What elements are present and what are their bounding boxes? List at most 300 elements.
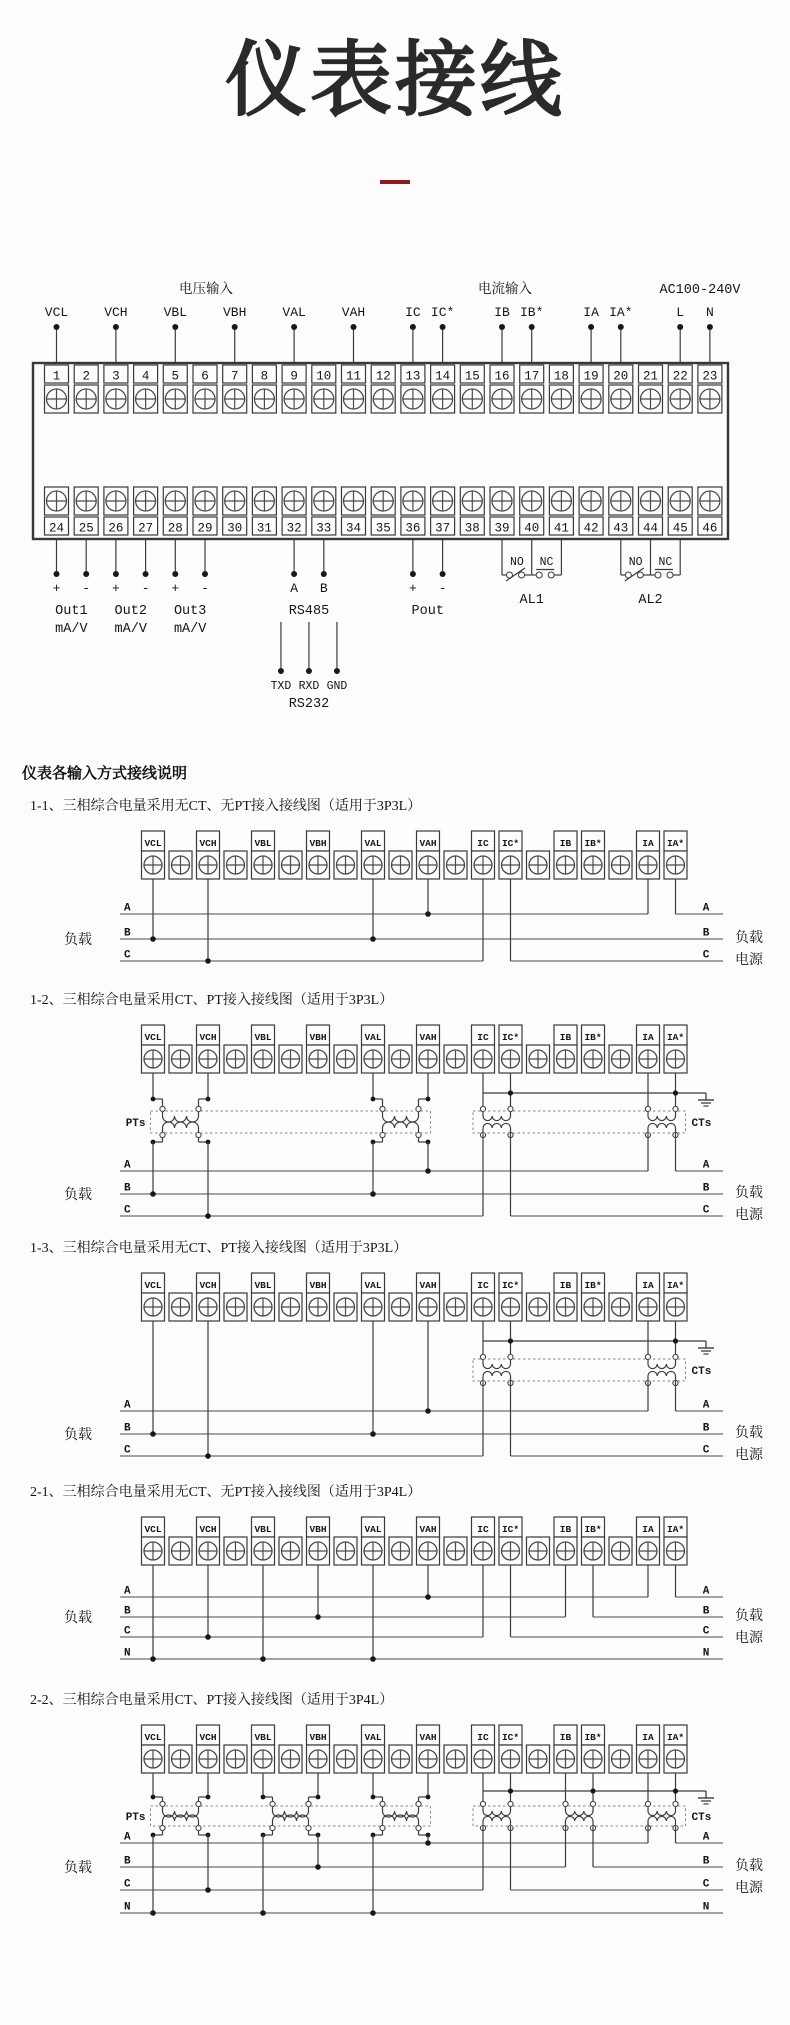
strip-terminal-label: VCH	[199, 1280, 217, 1292]
polarity-sign: -	[141, 581, 150, 597]
strip-terminal-label: VAH	[419, 1732, 437, 1744]
cts-label: CTs	[691, 1366, 712, 1379]
pout-label: Pout	[411, 604, 444, 620]
terminal-number: 28	[167, 521, 183, 536]
terminal-name-label: N	[705, 305, 714, 321]
coil-winding	[383, 1116, 419, 1122]
terminal-number: 17	[524, 369, 540, 384]
junction-dot	[54, 324, 60, 330]
strip-terminal-label: IB	[559, 838, 572, 850]
junction-dot	[205, 1887, 211, 1893]
junction-dot	[150, 1910, 156, 1916]
bus-label-left: C	[124, 1878, 131, 1891]
cts-label: CTs	[691, 1118, 712, 1131]
terminal-number: 34	[345, 521, 362, 536]
terminal-name-label: IA	[583, 305, 599, 321]
junction-dot	[54, 571, 60, 577]
strip-terminal-label: IA	[642, 1280, 654, 1292]
strip-terminal-label: IB*	[584, 1732, 602, 1744]
strip-terminal-label: IA	[642, 1524, 654, 1536]
wiring-diagram-1-2	[0, 1013, 790, 1225]
junction-dot	[113, 324, 119, 330]
junction-dot	[508, 1090, 513, 1095]
cts-label: CTs	[691, 1812, 712, 1825]
bus-label-right: B	[702, 1422, 710, 1435]
junction-dot	[707, 324, 713, 330]
terminal-name-label: VBL	[163, 305, 188, 321]
output-name: Out2	[114, 604, 147, 620]
bus-label-left: N	[124, 1901, 131, 1914]
strip-terminal-label: IA	[642, 1032, 654, 1044]
strip-terminal-label: IA	[642, 838, 654, 850]
junction-dot	[425, 1168, 431, 1174]
terminal-number: 13	[405, 369, 421, 384]
junction-dot	[172, 571, 178, 577]
source-label-right: 电源	[735, 1206, 763, 1223]
terminal-number: 33	[316, 521, 332, 536]
terminal-number: 2	[82, 369, 90, 384]
ct-group-box	[473, 1359, 686, 1381]
ct-group-box	[473, 1111, 686, 1133]
junction-dot	[371, 1097, 376, 1102]
coil-winding	[648, 1372, 676, 1377]
terminal-number: 31	[256, 521, 272, 536]
bus-label-right: A	[702, 1399, 710, 1412]
strip-terminal-label: VBL	[254, 1032, 272, 1044]
terminal-number: 16	[494, 369, 510, 384]
bus-label-left: N	[124, 1647, 131, 1660]
junction-dot	[370, 1656, 376, 1662]
strip-terminal-label: IC	[477, 1524, 489, 1536]
diagram-title-1-1: 1-1、三相综合电量采用无CT、无PT接入接线图（适用于3P3L）	[30, 799, 422, 815]
strip-terminal-label: IA	[642, 1732, 654, 1744]
output-name: Out3	[173, 604, 207, 620]
junction-dot	[673, 1338, 678, 1343]
strip-terminal-label: VBH	[309, 1732, 327, 1744]
junction-dot	[151, 1097, 156, 1102]
strip-terminal-label: VBH	[309, 1524, 327, 1536]
strip-terminal-label: VAL	[364, 1032, 382, 1044]
strip-terminal-label: VBL	[254, 1732, 272, 1744]
junction-dot	[677, 324, 683, 330]
junction-dot	[426, 1097, 431, 1102]
coil-winding	[566, 1817, 594, 1822]
transformer-terminal	[667, 572, 673, 578]
terminal-number: 39	[494, 521, 510, 536]
terminal-name-label: L	[676, 305, 685, 321]
terminal-number: 22	[672, 369, 688, 384]
junction-dot	[315, 1614, 321, 1620]
coil-winding	[163, 1811, 199, 1817]
strip-terminal-label: VAH	[419, 1280, 437, 1292]
strip-terminal-label: IB	[559, 1732, 572, 1744]
terminal-number: 46	[702, 521, 718, 536]
junction-dot	[206, 1097, 211, 1102]
coil-winding	[483, 1817, 511, 1822]
junction-dot	[590, 1788, 595, 1793]
bus-label-right: A	[702, 1159, 710, 1172]
title-underline-dash	[380, 180, 410, 184]
terminal-name-label: IB*	[519, 305, 544, 321]
polarity-sign: +	[408, 581, 417, 597]
page-header	[0, 35, 790, 184]
strip-terminal-label: VBL	[254, 838, 272, 850]
wiring-diagram-2-1	[0, 1505, 790, 1677]
strip-terminal-label: VAL	[364, 1280, 382, 1292]
coil-winding	[383, 1815, 419, 1821]
load-label: 负载	[64, 1186, 92, 1203]
junction-dot	[232, 324, 238, 330]
bus-label-right: N	[702, 1647, 710, 1660]
junction-dot	[508, 1338, 513, 1343]
alarm-name: AL2	[638, 593, 663, 609]
strip-terminal-label: VAH	[419, 838, 437, 850]
bus-label-right: B	[702, 927, 710, 940]
strip-terminal-label: IA*	[666, 1732, 685, 1744]
diagram-title-1-2: 1-2、三相综合电量采用CT、PT接入接线图（适用于3P3L）	[30, 993, 394, 1009]
coil-winding	[483, 1364, 511, 1369]
terminal-number: 41	[553, 521, 569, 536]
bus-label-right: A	[702, 1831, 710, 1844]
terminal-name-label: IC	[405, 305, 421, 321]
terminal-number: 14	[435, 369, 451, 384]
terminal-number: 43	[613, 521, 629, 536]
junction-dot	[588, 324, 594, 330]
rs485-pin: A	[290, 581, 299, 597]
current-input-label: 电流输入	[478, 281, 532, 297]
bus-label-left: A	[124, 1831, 131, 1844]
bus-label-left: B	[124, 1182, 131, 1195]
strip-terminal-label: IC	[477, 1280, 489, 1292]
junction-dot	[150, 936, 156, 942]
transformer-terminal	[519, 572, 525, 578]
terminal-number: 11	[345, 369, 362, 384]
rs232-pin: GND	[326, 680, 348, 694]
source-label-right: 电源	[735, 1446, 763, 1463]
strip-terminal-label: VCL	[144, 1732, 162, 1744]
junction-dot	[291, 324, 297, 330]
junction-dot	[205, 1453, 211, 1459]
terminal-number: 37	[435, 521, 451, 536]
junction-dot	[673, 1090, 678, 1095]
terminal-number: 27	[138, 521, 154, 536]
transformer-terminal	[548, 572, 554, 578]
junction-dot	[260, 1910, 266, 1916]
strip-terminal-label: IB	[559, 1280, 572, 1292]
strip-terminal-label: VBL	[254, 1524, 272, 1536]
junction-dot	[370, 1431, 376, 1437]
coil-winding	[273, 1811, 309, 1817]
rs485-label: RS485	[288, 604, 330, 620]
source-label-right: 电源	[735, 951, 763, 968]
strip-terminal-label: IB	[559, 1032, 572, 1044]
strip-terminal-label: IC*	[501, 838, 520, 850]
bus-label-right: B	[702, 1605, 710, 1618]
terminal-number: 12	[375, 369, 391, 384]
strip-terminal-label: VCH	[199, 1732, 217, 1744]
main-terminal-block-diagram	[0, 270, 790, 730]
strip-terminal-label: VAL	[364, 838, 382, 850]
strip-terminal-label: VCH	[199, 838, 217, 850]
bus-label-left: A	[124, 902, 131, 915]
strip-terminal-label: IB*	[584, 838, 602, 850]
coil-winding	[648, 1817, 676, 1822]
terminal-name-label: IC*	[430, 305, 455, 321]
junction-dot	[205, 958, 211, 964]
junction-dot	[529, 324, 535, 330]
terminal-number: 40	[524, 521, 540, 536]
strip-terminal-label: IC	[477, 838, 489, 850]
coil-winding	[163, 1815, 199, 1821]
terminal-number: 42	[583, 521, 599, 536]
transformer-terminal	[536, 572, 542, 578]
bus-label-left: A	[124, 1399, 131, 1412]
terminal-number: 3	[112, 369, 120, 384]
bus-label-right: N	[702, 1901, 710, 1914]
polarity-sign: +	[171, 581, 180, 597]
coil-winding	[648, 1116, 676, 1121]
junction-dot	[371, 1795, 376, 1800]
terminal-name-label: VAH	[341, 305, 366, 321]
junction-dot	[370, 1910, 376, 1916]
strip-terminal-label: IB	[559, 1524, 572, 1536]
terminal-number: 19	[583, 369, 599, 384]
strip-terminal-label: VAH	[419, 1524, 437, 1536]
junction-dot	[316, 1795, 321, 1800]
source-label-right: 电源	[735, 1629, 763, 1646]
coil-winding	[163, 1122, 199, 1128]
coil-winding	[648, 1811, 676, 1816]
strip-terminal-label: VCL	[144, 838, 162, 850]
load-label: 负载	[64, 1426, 92, 1443]
strip-terminal-label: IA*	[666, 838, 685, 850]
output-unit: mA/V	[55, 622, 88, 638]
pts-label: PTs	[125, 1812, 146, 1825]
junction-dot	[291, 571, 297, 577]
diagram-title-1-3: 1-3、三相综合电量采用无CT、PT接入接线图（适用于3P3L）	[30, 1241, 408, 1257]
contact-label: NO	[628, 556, 643, 570]
junction-dot	[440, 571, 446, 577]
polarity-sign: +	[111, 581, 120, 597]
bus-label-right: B	[702, 1182, 710, 1195]
bus-label-left: B	[124, 1422, 131, 1435]
junction-dot	[425, 1594, 431, 1600]
polarity-sign: -	[82, 581, 91, 597]
terminal-number: 45	[672, 521, 688, 536]
terminal-number: 18	[553, 369, 569, 384]
terminal-name-label: VCH	[104, 305, 128, 321]
junction-dot	[508, 1788, 513, 1793]
bus-label-left: B	[124, 1605, 131, 1618]
load-label: 负载	[64, 1859, 92, 1876]
polarity-sign: -	[201, 581, 209, 597]
strip-terminal-label: VBL	[254, 1280, 272, 1292]
contact-label: NO	[509, 556, 524, 570]
strip-terminal-label: VAL	[364, 1524, 382, 1536]
junction-dot	[315, 1864, 321, 1870]
power-supply-label: AC100-240V	[659, 283, 741, 299]
junction-dot	[440, 324, 446, 330]
terminal-number: 5	[171, 369, 180, 384]
load-label-right: 负载	[735, 1607, 763, 1624]
terminal-number: 8	[260, 369, 269, 384]
junction-dot	[321, 571, 327, 577]
terminal-number: 4	[141, 369, 150, 384]
terminal-number: 29	[197, 521, 213, 536]
junction-dot	[205, 1213, 211, 1219]
junction-dot	[499, 324, 505, 330]
strip-terminal-label: VAH	[419, 1032, 437, 1044]
strip-terminal-label: IC	[477, 1732, 489, 1744]
bus-label-left: A	[124, 1585, 131, 1598]
voltage-input-label: 电压输入	[179, 281, 233, 297]
strip-terminal-label: VBH	[309, 1032, 327, 1044]
terminal-number: 6	[201, 369, 209, 384]
junction-dot	[425, 1840, 431, 1846]
strip-terminal-label: IB*	[584, 1032, 602, 1044]
junction-dot	[425, 911, 431, 917]
wiring-diagram-1-1	[0, 819, 790, 977]
terminal-number: 20	[613, 369, 629, 384]
terminal-name-label: VBH	[222, 305, 247, 321]
junction-dot	[370, 1191, 376, 1197]
load-label: 负载	[64, 1609, 92, 1626]
junction-dot	[113, 571, 119, 577]
strip-terminal-label: IC*	[501, 1524, 520, 1536]
diagram-title-2-1: 2-1、三相综合电量采用无CT、无PT接入接线图（适用于3P4L）	[30, 1485, 422, 1501]
terminal-number: 35	[375, 521, 391, 536]
pts-label: PTs	[125, 1118, 146, 1131]
junction-dot	[334, 668, 340, 674]
load-label-right: 负载	[735, 1857, 763, 1874]
terminal-number: 25	[78, 521, 94, 536]
junction-dot	[143, 571, 149, 577]
terminal-name-label: IA*	[609, 305, 633, 321]
bus-label-right: C	[702, 949, 710, 962]
strip-terminal-label: VCL	[144, 1524, 162, 1536]
wiring-diagrams-section	[0, 795, 790, 1950]
junction-dot	[150, 1431, 156, 1437]
alarm-name: AL1	[519, 593, 544, 609]
coil-winding	[383, 1122, 419, 1128]
load-label-right: 负载	[735, 1184, 763, 1201]
bus-label-right: B	[702, 1855, 710, 1868]
coil-winding	[383, 1811, 419, 1817]
wiring-diagram-1-3	[0, 1261, 790, 1469]
rs232-pin: TXD	[270, 680, 292, 694]
rs232-label: RS232	[288, 697, 330, 713]
bus-label-right: C	[702, 1878, 710, 1891]
bus-label-right: C	[702, 1625, 710, 1638]
coil-winding	[163, 1116, 199, 1122]
junction-dot	[202, 571, 208, 577]
bus-label-right: A	[702, 902, 710, 915]
junction-dot	[278, 668, 284, 674]
terminal-name-label: VCL	[44, 305, 69, 321]
junction-dot	[370, 936, 376, 942]
bus-label-left: C	[124, 1444, 131, 1457]
source-label-right: 电源	[735, 1879, 763, 1896]
bus-label-left: B	[124, 927, 131, 940]
polarity-sign: -	[438, 581, 447, 597]
terminal-number: 36	[405, 521, 421, 536]
load-label: 负载	[64, 931, 92, 948]
terminal-name-label: IB	[494, 305, 510, 321]
load-label-right: 负载	[735, 929, 763, 946]
contact-label: NC	[539, 556, 554, 570]
junction-dot	[618, 324, 624, 330]
coil-winding	[648, 1124, 676, 1129]
strip-terminal-label: VBH	[309, 1280, 327, 1292]
bus-label-right: C	[702, 1204, 710, 1217]
terminal-number: 15	[464, 369, 480, 384]
polarity-sign: +	[52, 581, 61, 597]
bus-label-left: B	[124, 1855, 131, 1868]
terminal-number: 10	[316, 369, 332, 384]
pt-group-box	[151, 1806, 431, 1826]
terminal-number: 44	[642, 521, 659, 536]
coil-winding	[483, 1116, 511, 1121]
strip-terminal-label: IA*	[666, 1524, 685, 1536]
junction-dot	[410, 324, 416, 330]
junction-dot	[150, 1656, 156, 1662]
strip-terminal-label: IC*	[501, 1732, 520, 1744]
strip-terminal-label: VBH	[309, 838, 327, 850]
rs232-pin: RXD	[298, 680, 320, 694]
bus-label-left: C	[124, 1625, 131, 1638]
coil-winding	[566, 1811, 594, 1816]
strip-terminal-label: VCL	[144, 1280, 162, 1292]
bus-label-left: C	[124, 949, 131, 962]
terminal-number: 38	[464, 521, 480, 536]
junction-dot	[351, 324, 357, 330]
terminal-number: 9	[290, 369, 298, 384]
coil-winding	[648, 1364, 676, 1369]
strip-terminal-label: IA*	[666, 1032, 685, 1044]
strip-terminal-label: IB*	[584, 1524, 602, 1536]
load-label-right: 负载	[735, 1424, 763, 1441]
rs485-pin: B	[319, 581, 328, 597]
terminal-number: 32	[286, 521, 302, 536]
strip-terminal-label: VCL	[144, 1032, 162, 1044]
junction-dot	[172, 324, 178, 330]
junction-dot	[673, 1788, 678, 1793]
diagram-title-2-2: 2-2、三相综合电量采用CT、PT接入接线图（适用于3P4L）	[30, 1693, 394, 1709]
junction-dot	[83, 571, 89, 577]
strip-terminal-label: VCH	[199, 1032, 217, 1044]
section-heading: 仪表各输入方式接线说明	[22, 765, 188, 783]
terminal-number: 21	[642, 369, 659, 384]
output-unit: mA/V	[114, 622, 147, 638]
strip-terminal-label: IC	[477, 1032, 489, 1044]
wiring-diagram-2-2	[0, 1713, 790, 1950]
junction-dot	[426, 1795, 431, 1800]
junction-dot	[410, 571, 416, 577]
terminal-name-label: VAL	[282, 305, 306, 321]
junction-dot	[425, 1408, 431, 1414]
terminal-number: 23	[702, 369, 718, 384]
page-title: 仪表接线	[224, 35, 565, 126]
junction-dot	[151, 1795, 156, 1800]
coil-winding	[483, 1124, 511, 1129]
contact-label: NC	[658, 556, 673, 570]
bus-label-left: A	[124, 1159, 131, 1172]
junction-dot	[261, 1795, 266, 1800]
strip-terminal-label: IB*	[584, 1280, 602, 1292]
junction-dot	[306, 668, 312, 674]
bus-label-right: A	[702, 1585, 710, 1598]
transformer-terminal	[655, 572, 661, 578]
